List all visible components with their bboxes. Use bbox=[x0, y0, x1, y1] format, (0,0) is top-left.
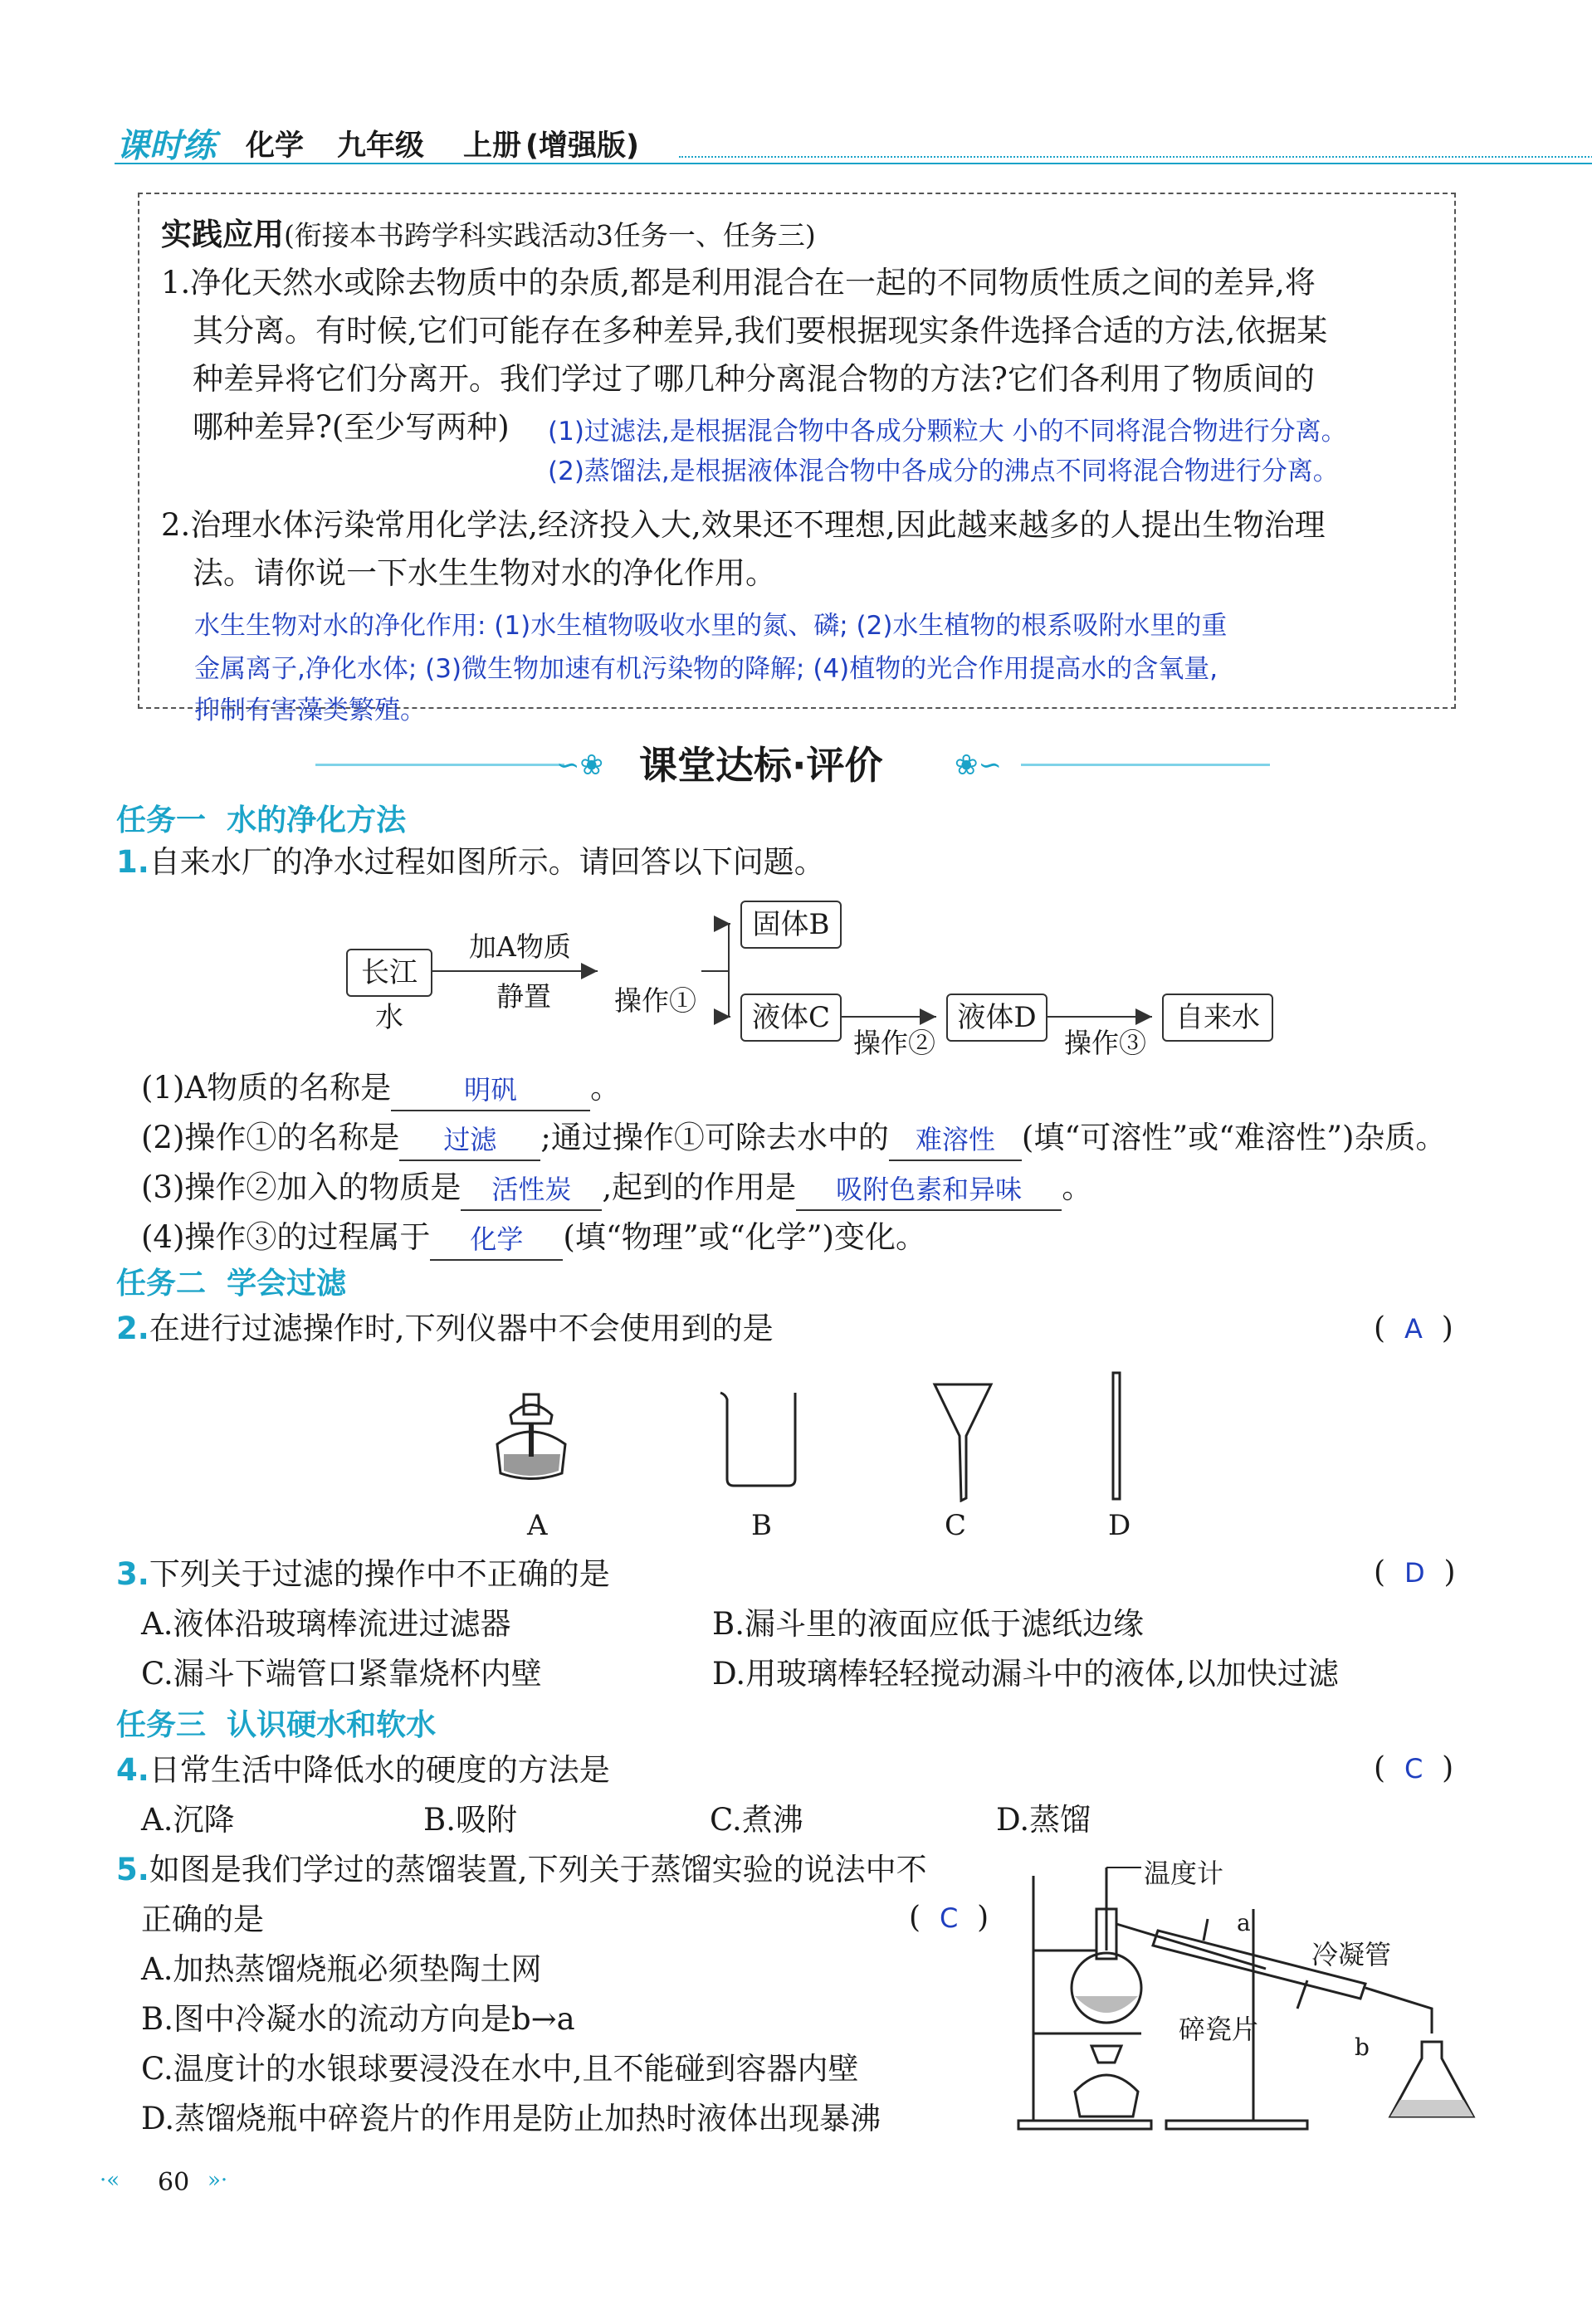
q3-option-a: A.液体沿玻璃棒流进过滤器 bbox=[141, 1606, 511, 1642]
q5-text1: 如图是我们学过的蒸馏装置,下列关于蒸馏实验的说法中不 bbox=[149, 1852, 927, 1887]
flow-node-product: 自来水 bbox=[1162, 994, 1273, 1042]
q5-text2: 正确的是 bbox=[141, 1902, 264, 1937]
q5-option-c: C.温度计的水银球要浸没在水中,且不能碰到容器内壁 bbox=[141, 2051, 859, 2087]
header-rule bbox=[679, 156, 1592, 158]
q1-sub4-text: (4)操作③的过程属于 bbox=[141, 1219, 431, 1255]
q1-sub3-end: 。 bbox=[1062, 1169, 1093, 1205]
task2-q3 bbox=[116, 1550, 610, 1598]
flow-node-source: 长江水 bbox=[346, 949, 432, 997]
diagram-label-condenser: 冷凝管 bbox=[1311, 1939, 1392, 1970]
task2-q2 bbox=[116, 1305, 774, 1352]
q1-sub3-mid: ,起到的作用是 bbox=[602, 1169, 797, 1205]
q1-sub4-blank bbox=[430, 1223, 563, 1261]
page-number-badge bbox=[100, 2168, 241, 2201]
q2-answer-paren: ( A ) bbox=[1374, 1311, 1453, 1345]
q4-answer-paren: ( C ) bbox=[1374, 1751, 1454, 1785]
practice-title: 实践应用 bbox=[161, 217, 284, 252]
banner-title: 课堂达标·评价 bbox=[639, 743, 883, 788]
q1-sub1 bbox=[141, 1064, 621, 1111]
q1-sub2-text: (2)操作①的名称是 bbox=[141, 1120, 400, 1155]
header-grade: 九年级 bbox=[337, 129, 425, 163]
q3-answer-paren: ( D ) bbox=[1374, 1555, 1456, 1589]
q2-answer: A bbox=[1404, 1313, 1423, 1345]
practice-note: (衔接本书跨学科实践活动3任务一、任务三) bbox=[284, 219, 816, 251]
apparatus-label-a: A bbox=[527, 1509, 548, 1542]
flow-node-liquidC: 液体C bbox=[740, 994, 842, 1042]
banner-ornament-right: ❀∽ bbox=[955, 749, 1002, 782]
banner-rule-left bbox=[315, 764, 564, 766]
task1-title: 任务一 水的净化方法 bbox=[116, 803, 407, 837]
task3-q4 bbox=[116, 1746, 610, 1794]
apparatus-glass-rod-icon bbox=[1104, 1370, 1129, 1502]
flow-node-solid: 固体B bbox=[740, 901, 842, 949]
q5-option-d: D.蒸馏烧瓶中碎瓷片的作用是防止加热时液体出现暴沸 bbox=[141, 2101, 881, 2136]
q1-number: 1. bbox=[116, 844, 149, 880]
q1-sub3 bbox=[141, 1164, 1092, 1211]
q4-number: 4. bbox=[116, 1752, 149, 1788]
q1-sub3-answer: 活性炭 bbox=[491, 1174, 572, 1205]
q1-sub2-answer: 过滤 bbox=[443, 1124, 497, 1155]
practice-q2-line1: 2.治理水体污染常用化学法,经济投入大,效果还不理想,因此越来越多的人提出生物治理 bbox=[161, 507, 1326, 543]
q5-answer: C bbox=[939, 1902, 959, 1934]
q2-number: 2. bbox=[116, 1311, 149, 1346]
header-edition: (增强版) bbox=[525, 129, 639, 163]
q1-sub2-answer2: 难溶性 bbox=[915, 1124, 995, 1155]
diagram-label-thermometer: 温度计 bbox=[1144, 1858, 1224, 1889]
q3-option-b: B.漏斗里的液面应低于滤纸边缘 bbox=[712, 1606, 1144, 1642]
flow-op1: 操作① bbox=[614, 984, 696, 1017]
q1-sub3-text: (3)操作②加入的物质是 bbox=[141, 1169, 461, 1205]
q1-sub3-blank2 bbox=[796, 1173, 1062, 1211]
task3-q5-line1 bbox=[116, 1846, 927, 1893]
q1-sub4 bbox=[141, 1213, 926, 1261]
q4-answer: C bbox=[1404, 1753, 1424, 1784]
practice-q1-line2: 其分离。有时候,它们可能存在多种差异,我们要根据现实条件选择合适的方法,依据某 bbox=[193, 313, 1328, 349]
q3-option-d: D.用玻璃棒轻轻搅动漏斗中的液体,以加快过滤 bbox=[712, 1656, 1339, 1692]
flow-node-liquidD: 液体D bbox=[946, 994, 1047, 1042]
q5-answer-paren: ( C ) bbox=[909, 1901, 989, 1935]
q5-option-b: B.图中冷凝水的流动方向是b→a bbox=[141, 2001, 575, 2037]
diagram-label-b: b bbox=[1355, 2034, 1370, 2061]
diagram-label-chips: 碎瓷片 bbox=[1179, 2014, 1259, 2045]
banner-rule-right bbox=[1021, 764, 1270, 766]
task2-title: 任务二 学会过滤 bbox=[116, 1267, 347, 1301]
practice-q1-line1: 1.净化天然水或除去物质中的杂质,都是利用混合在一起的不同物质性质之间的差异,将 bbox=[161, 265, 1316, 300]
q1-sub2 bbox=[141, 1114, 1446, 1161]
q4-text: 日常生活中降低水的硬度的方法是 bbox=[149, 1752, 610, 1788]
flow-step1-top: 加A物质 bbox=[469, 930, 571, 963]
practice-q1-line3: 种差异将它们分离开。我们学过了哪几种分离混合物的方法?它们各利用了物质间的 bbox=[193, 361, 1315, 397]
practice-q2-answer3: 抑制有害藻类繁殖。 bbox=[194, 696, 426, 725]
q3-number: 3. bbox=[116, 1556, 149, 1592]
header-rule-2 bbox=[115, 163, 1592, 164]
practice-q2-answer1: 水生生物对水的净化作用: (1)水生植物吸收水里的氮、磷; (2)水生植物的根系吸附水里的重 bbox=[194, 611, 1228, 641]
practice-q1-answer2: (2)蒸馏法,是根据液体混合物中各成分的沸点不同将混合物进行分离。 bbox=[548, 456, 1339, 486]
apparatus-funnel-icon bbox=[930, 1378, 996, 1502]
q2-text: 在进行过滤操作时,下列仪器中不会使用到的是 bbox=[149, 1311, 774, 1346]
q3-text: 下列关于过滤的操作中不正确的是 bbox=[149, 1556, 610, 1592]
q1-sub2-mid: ;通过操作①可除去水中的 bbox=[540, 1120, 889, 1155]
q3-option-c: C.漏斗下端管口紧靠烧杯内壁 bbox=[141, 1656, 542, 1692]
series-logo: 课时练 bbox=[116, 127, 216, 165]
q4-option-c: C.煮沸 bbox=[710, 1802, 803, 1838]
distillation-apparatus-icon bbox=[1017, 1859, 1482, 2133]
task1-q1 bbox=[116, 838, 825, 886]
apparatus-beaker-icon bbox=[714, 1386, 805, 1494]
footer-dots-right: »· bbox=[208, 2168, 228, 2193]
flow-diagram bbox=[332, 892, 1311, 1058]
q1-sub1-text: (1)A物质的名称是 bbox=[141, 1070, 392, 1106]
q5-option-a: A.加热蒸馏烧瓶必须垫陶土网 bbox=[141, 1951, 542, 1987]
page-number: 60 bbox=[158, 2168, 190, 2197]
practice-q2-line2: 法。请你说一下水生生物对水的净化作用。 bbox=[193, 555, 776, 591]
practice-q1-answer1: (1)过滤法,是根据混合物中各成分颗粒大 小的不同将混合物进行分离。 bbox=[548, 417, 1347, 447]
q1-sub4-end: (填“物理”或“化学”)变化。 bbox=[563, 1219, 926, 1255]
q1-sub3-blank bbox=[461, 1173, 602, 1211]
flow-step1-bottom: 静置 bbox=[496, 980, 551, 1013]
header-subject: 化学 bbox=[246, 129, 305, 163]
banner-ornament-left: ∽❀ bbox=[556, 749, 603, 782]
task3-title: 任务三 认识硬水和软水 bbox=[116, 1708, 437, 1742]
apparatus-label-b: B bbox=[751, 1509, 772, 1542]
apparatus-label-c: C bbox=[945, 1509, 967, 1542]
q1-sub2-blank bbox=[399, 1123, 540, 1161]
footer-dots-left: ·« bbox=[100, 2168, 120, 2193]
practice-heading bbox=[161, 211, 816, 259]
q4-option-b: B.吸附 bbox=[423, 1802, 517, 1838]
practice-q1-line4: 哪种差异?(至少写两种) bbox=[193, 409, 510, 445]
q4-option-d: D.蒸馏 bbox=[996, 1802, 1091, 1838]
apparatus-alcohol-lamp-icon bbox=[486, 1378, 577, 1486]
q1-sub4-answer: 化学 bbox=[470, 1223, 524, 1255]
q1-sub2-blank2 bbox=[889, 1123, 1022, 1161]
diagram-label-a: a bbox=[1237, 1909, 1251, 1936]
q4-option-a: A.沉降 bbox=[141, 1802, 235, 1838]
header-volume: 上册 bbox=[463, 129, 522, 163]
q1-sub3-answer2: 吸附色素和异味 bbox=[836, 1174, 1023, 1205]
q1-text: 自来水厂的净水过程如图所示。请回答以下问题。 bbox=[149, 844, 825, 880]
flow-op3: 操作③ bbox=[1064, 1027, 1146, 1059]
q3-answer: D bbox=[1404, 1557, 1425, 1589]
practice-q2-answer2: 金属离子,净化水体; (3)微生物加速有机污染物的降解; (4)植物的光合作用提高水的含氧量, bbox=[194, 654, 1218, 684]
section-banner bbox=[315, 730, 1270, 797]
page-header bbox=[115, 116, 1559, 166]
apparatus-label-d: D bbox=[1108, 1509, 1131, 1542]
q1-sub1-blank bbox=[391, 1073, 590, 1111]
q1-sub1-answer: 明矾 bbox=[464, 1074, 518, 1106]
q5-number: 5. bbox=[116, 1852, 149, 1887]
q1-sub1-end: 。 bbox=[590, 1070, 622, 1106]
q1-sub2-end: (填“可溶性”或“难溶性”)杂质。 bbox=[1021, 1120, 1447, 1155]
flow-op2: 操作② bbox=[853, 1027, 935, 1059]
